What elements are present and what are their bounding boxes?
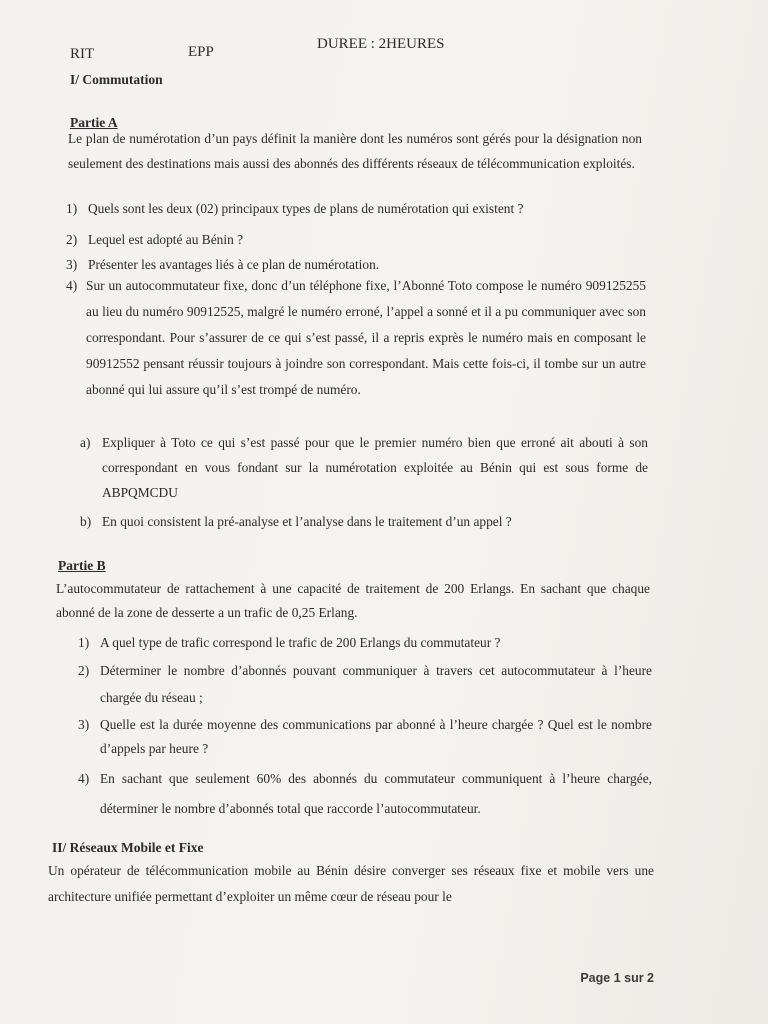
header-duration: DUREE : 2HEURES bbox=[317, 36, 445, 52]
question-text: Quels sont les deux (02) principaux types de plans de numérotation qui existent ? bbox=[88, 201, 524, 216]
part-a-question-4 bbox=[66, 273, 646, 403]
question-text: Sur un autocommutateur fixe, donc d’un téléphone fixe, l’Abonné Toto compose le numéro 909125255 au lieu du numéro 90912525, malgré le numéro erroné, l’appel a sonné et il a pu communiquer avec son correspondant. Pour s’assurer de ce qui s’est passé, il a repris exprès le numéro mais en composant le 90912552 pensant réussir toujours à joindre son correspondant. Mais cette fois-ci, il tombe sur un autre abonné qui lui assure qu’il s’est trompé de numéro. bbox=[86, 278, 646, 397]
part-b-intro: L’autocommutateur de rattachement à une capacité de traitement de 200 Erlangs. En sachant que chaque abonné de la zone de desserte a un trafic de 0,25 Erlang. bbox=[56, 581, 650, 620]
question-number: 4) bbox=[66, 278, 78, 293]
section-1-title: I/ Commutation bbox=[70, 72, 163, 87]
question-text: En quoi consistent la pré-analyse et l’analyse dans le traitement d’un appel ? bbox=[102, 514, 512, 529]
part-a-question-2 bbox=[66, 227, 646, 252]
question-number: 1) bbox=[66, 201, 78, 216]
page-number: Page 1 sur 2 bbox=[580, 971, 654, 985]
question-text: En sachant que seulement 60% des abonnés du commutateur communiquent à l’heure chargée, déterminer le nombre d’abonnés total que raccorde l’autocommutateur. bbox=[100, 771, 652, 816]
header-school: EPP bbox=[188, 44, 214, 60]
exam-header bbox=[70, 36, 710, 60]
question-number: 3) bbox=[78, 717, 90, 732]
part-a-subquestion-a bbox=[80, 430, 648, 505]
question-number: 4) bbox=[78, 771, 90, 786]
part-a-subquestion-b bbox=[80, 509, 648, 534]
question-text: Déterminer le nombre d’abonnés pouvant communiquer à travers cet autocommutateur à l’heure chargée du réseau ; bbox=[100, 663, 652, 705]
question-number: b) bbox=[80, 514, 92, 529]
part-b-title: Partie B bbox=[58, 558, 106, 573]
part-a-title: Partie A bbox=[70, 115, 118, 130]
question-number: 1) bbox=[78, 635, 90, 650]
part-a-question-1 bbox=[66, 196, 646, 221]
section-2-title: II/ Réseaux Mobile et Fixe bbox=[52, 840, 204, 855]
question-text: Présenter les avantages liés à ce plan de numérotation. bbox=[88, 257, 380, 272]
part-b-question-3 bbox=[78, 713, 652, 761]
section-2-intro: Un opérateur de télécommunication mobile au Bénin désire converger ses réseaux fixe et mobile vers une architecture unifiée permettant d’exploiter un même cœur de réseau pour le bbox=[48, 863, 654, 904]
question-number: a) bbox=[80, 435, 91, 450]
question-number: 2) bbox=[78, 663, 90, 678]
question-text: Lequel est adopté au Bénin ? bbox=[88, 232, 244, 247]
header-course: RIT bbox=[70, 46, 95, 62]
part-a-intro: Le plan de numérotation d’un pays définit la manière dont les numéros sont gérés pour la désignation non seulement des destinations mais aussi des abonnés des différents réseaux de télécommunication exploités. bbox=[68, 131, 642, 171]
part-b-question-2 bbox=[78, 657, 652, 711]
question-text: A quel type de trafic correspond le trafic de 200 Erlangs du commutateur ? bbox=[100, 635, 501, 650]
question-text: Quelle est la durée moyenne des communications par abonné à l’heure chargée ? Quel est le nombre d’appels par heure ? bbox=[100, 717, 652, 756]
part-b-question-4 bbox=[78, 764, 652, 824]
question-text: Expliquer à Toto ce qui s’est passé pour que le premier numéro bien que erroné ait abouti à son correspondant en vous fondant sur la numérotation exploitée au Bénin qui est sous forme de ABPQMCDU bbox=[102, 435, 648, 500]
question-number: 2) bbox=[66, 232, 78, 247]
question-number: 3) bbox=[66, 257, 78, 272]
part-b-question-1 bbox=[78, 630, 652, 655]
